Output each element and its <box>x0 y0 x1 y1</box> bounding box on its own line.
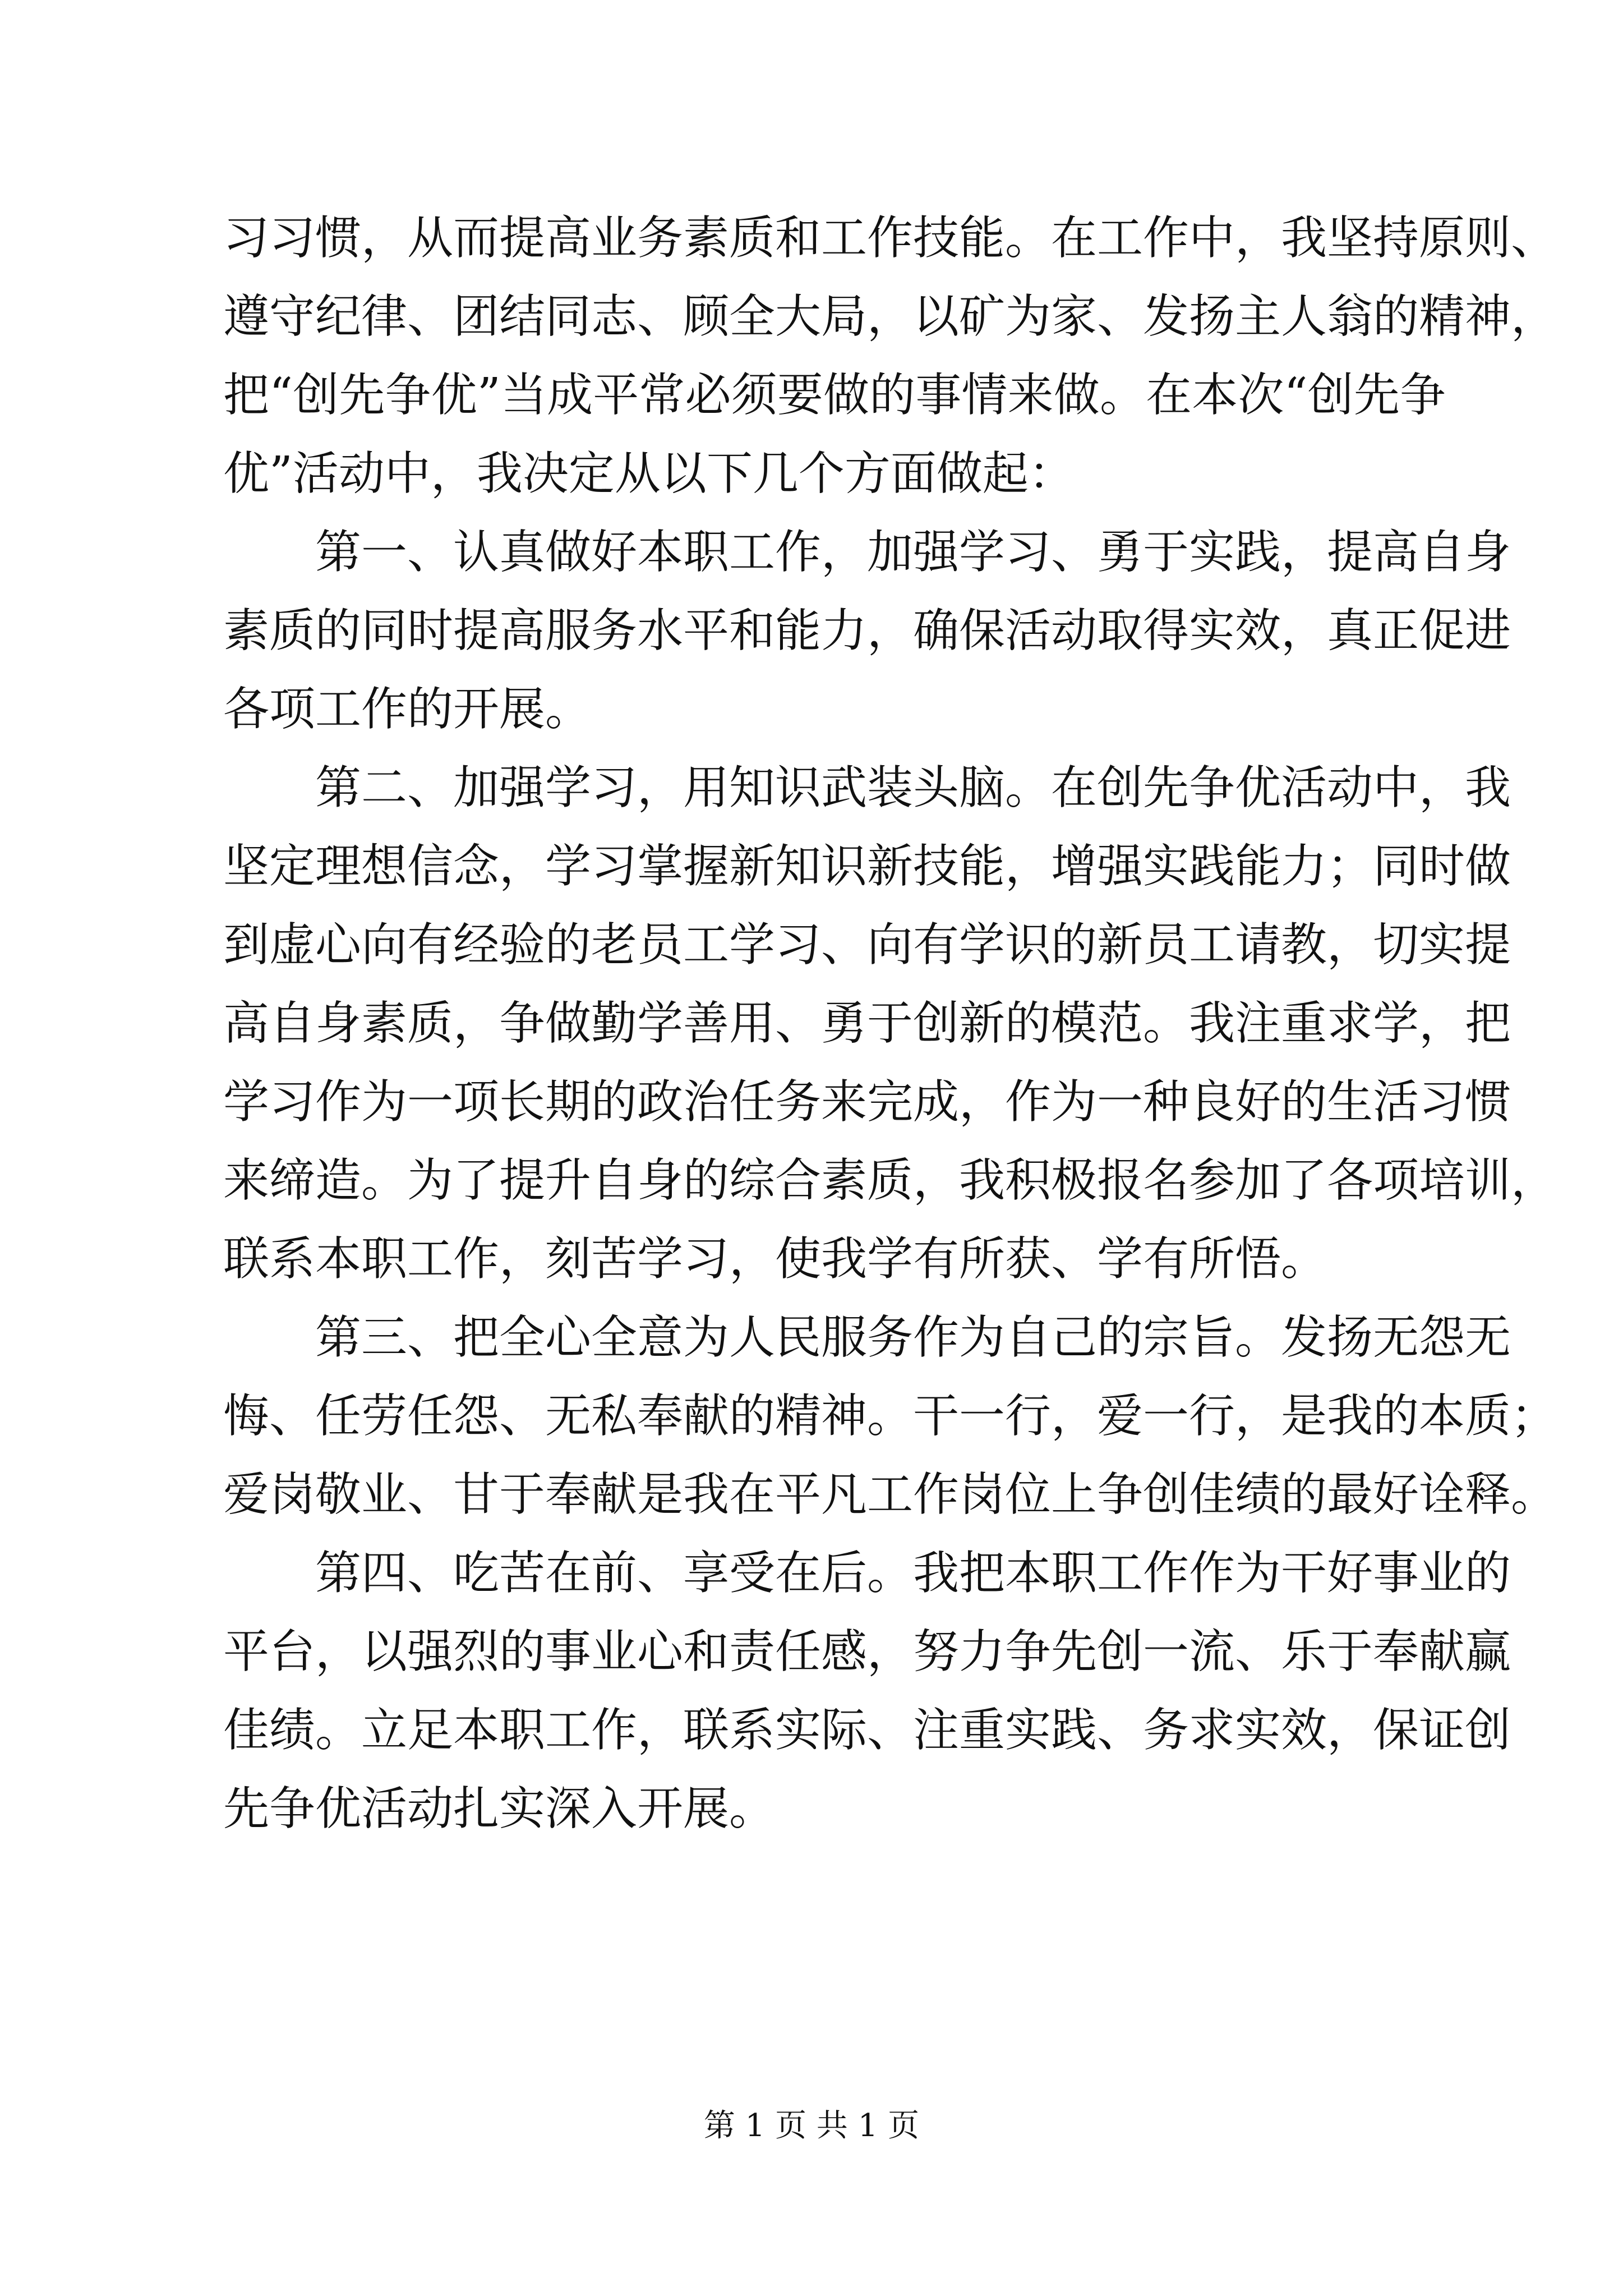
paragraph-point-3 <box>223 1299 1557 1534</box>
text-line: 各项工作的开展。 <box>223 683 592 736</box>
text-line: 习习惯，从而提高业务素质和工作技能。在工作中，我坚持原则、 <box>223 211 1557 265</box>
text-line: 遵守纪律、团结同志、顾全大局，以矿为家、发扬主人翁的精神， <box>223 290 1557 343</box>
text-line: 素质的同时提高服务水平和能力，确保活动取得实效，真正促进 <box>223 604 1511 657</box>
text-line: 第四、吃苦在前、享受在后。我把本职工作作为干好事业的 <box>315 1547 1511 1600</box>
text-line: 联系本职工作，刻苦学习，使我学有所获、学有所悟。 <box>223 1232 1327 1286</box>
text-line: 学习作为一项长期的政治任务来完成，作为一种良好的生活习惯 <box>223 1075 1511 1129</box>
text-line: 来缔造。为了提升自身的综合素质，我积极报名参加了各项培训， <box>223 1154 1557 1207</box>
text-line: 把“创先争优”当成平常必须要做的事情来做。在本次“创先争 <box>223 369 1446 422</box>
text-line: 高自身素质，争做勤学善用、勇于创新的模范。我注重求学，把 <box>223 997 1511 1050</box>
text-line: 第一、认真做好本职工作，加强学习、勇于实践，提高自身 <box>315 526 1511 579</box>
text-line: 第三、把全心全意为人民服务作为自己的宗旨。发扬无怨无 <box>315 1311 1511 1364</box>
text-line: 优”活动中，我决定从以下几个方面做起： <box>223 447 1075 500</box>
paragraph-intro <box>223 199 1557 513</box>
page-number-footer: 第 1 页 共 1 页 <box>703 2108 920 2144</box>
text-line: 佳绩。立足本职工作，联系实际、注重实践、务求实效，保证创 <box>223 1704 1511 1757</box>
text-line: 爱岗敬业、甘于奉献是我在平凡工作岗位上争创佳绩的最好诠释。 <box>223 1468 1557 1521</box>
text-line: 先争优活动扎实深入开展。 <box>223 1782 776 1835</box>
paragraph-point-2 <box>223 749 1557 1299</box>
text-line: 坚定理想信念，学习掌握新知识新技能，增强实践能力；同时做 <box>223 840 1511 893</box>
paragraph-point-1 <box>223 513 1511 749</box>
paragraph-point-4 <box>223 1534 1511 1848</box>
text-line: 平台，以强烈的事业心和责任感，努力争先创一流、乐于奉献赢 <box>223 1625 1511 1678</box>
text-line: 悔、任劳任怨、无私奉献的精神。干一行，爱一行，是我的本质； <box>223 1389 1557 1443</box>
document-body <box>223 199 1557 1848</box>
text-line: 第二、加强学习，用知识武装头脑。在创先争优活动中，我 <box>315 761 1511 815</box>
text-line: 到虚心向有经验的老员工学习、向有学识的新员工请教，切实提 <box>223 918 1511 972</box>
